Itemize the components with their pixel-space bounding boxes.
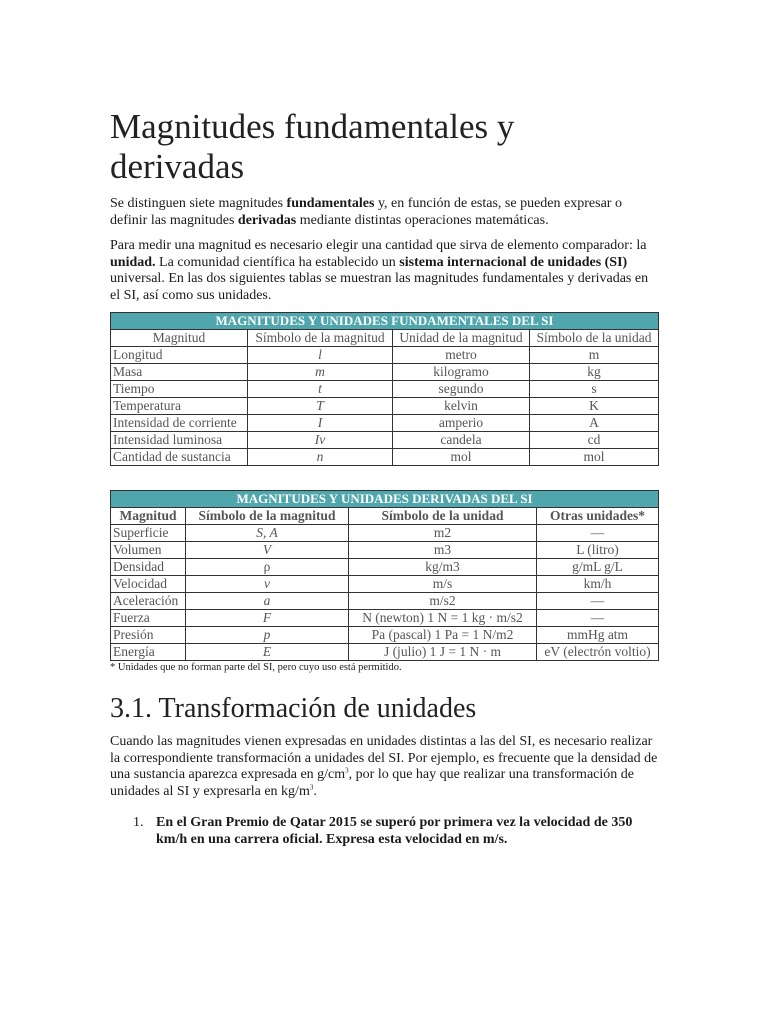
table-cell: t	[248, 381, 393, 398]
column-header: Símbolo de la magnitud	[248, 330, 393, 347]
derived-units-table	[110, 490, 659, 661]
table-cell: A	[530, 415, 659, 432]
table-row	[111, 347, 659, 364]
table-cell: candela	[393, 432, 530, 449]
column-header: Otras unidades*	[537, 508, 659, 525]
text-run: y, en función de estas, se pueden expresar o definir las magnitudes	[110, 196, 622, 228]
table-cell: s	[530, 381, 659, 398]
table-cell: Presión	[111, 627, 186, 644]
table-cell: K	[530, 398, 659, 415]
table-cell: amperio	[393, 415, 530, 432]
exercise-list	[110, 815, 660, 848]
table-cell: ρ	[186, 559, 349, 576]
list-item	[110, 815, 660, 848]
table-row	[111, 432, 659, 449]
table-cell: l	[248, 347, 393, 364]
column-header: Símbolo de la magnitud	[186, 508, 349, 525]
table-row	[111, 576, 659, 593]
bold-term: unidad.	[110, 254, 156, 270]
table-cell: g/mL g/L	[537, 559, 659, 576]
text-run: Para medir una magnitud es necesario elegir una cantidad que sirva de elemento comparador: la	[110, 238, 647, 253]
table-cell: V	[186, 542, 349, 559]
table-header: MAGNITUDES Y UNIDADES DERIVADAS DEL SI	[111, 491, 659, 508]
column-header: Símbolo de la unidad	[530, 330, 659, 347]
bold-term: fundamentales	[286, 196, 375, 211]
table-cell: kg	[530, 364, 659, 381]
table-cell: m2	[349, 525, 537, 542]
table-header: MAGNITUDES Y UNIDADES FUNDAMENTALES DEL SI	[111, 313, 659, 330]
transformation-paragraph	[110, 734, 660, 800]
table-cell: S, A	[186, 525, 349, 542]
table-cell: eV (electrón voltio)	[537, 644, 659, 661]
bold-term: derivadas	[237, 212, 297, 228]
table-cell: Masa	[111, 364, 248, 381]
section-title: 3.1. Transformación de unidades	[110, 693, 477, 724]
table-cell: E	[186, 644, 349, 661]
table-column-headers	[111, 330, 659, 347]
intro-paragraph	[110, 196, 660, 229]
table-row	[111, 627, 659, 644]
table-cell: J (julio) 1 J = 1 N · m	[349, 644, 537, 661]
superscript: 3	[345, 766, 349, 775]
column-header: Unidad de la magnitud	[393, 330, 530, 347]
table-cell: F	[186, 610, 349, 627]
table-cell: mol	[530, 449, 659, 466]
text-run: mediante distintas operaciones matemáticas.	[296, 212, 549, 228]
table-cell: segundo	[393, 381, 530, 398]
table-row	[111, 415, 659, 432]
table-cell: p	[186, 627, 349, 644]
text-run: Cuando las magnitudes vienen expresadas en unidades distintas a las del SI, es necesario realizar la correspondiente transformación a unidades del SI. Por ejemplo, es frecuente que la densidad de una sustancia aparezca expresada en g/cm	[110, 734, 658, 782]
bold-term: sistema internacional de unidades (SI)	[399, 254, 628, 270]
text-run: universal. En las dos siguientes tablas se muestran las magnitudes fundamentales y derivadas en el SI, así como sus unidades.	[110, 271, 649, 303]
table-cell: Iv	[248, 432, 393, 449]
superscript: 3	[309, 782, 314, 791]
table-cell: —	[537, 525, 659, 542]
table-cell: Cantidad de sustancia	[111, 449, 248, 466]
table-cell: Intensidad luminosa	[111, 432, 248, 449]
table-cell: m	[530, 347, 659, 364]
table-cell: Longitud	[111, 347, 248, 364]
table-cell: L (litro)	[537, 542, 659, 559]
table-cell: m/s2	[349, 593, 537, 610]
table-cell: n	[248, 449, 393, 466]
table-cell: Intensidad de corriente	[111, 415, 248, 432]
column-header: Magnitud	[111, 508, 186, 525]
table-row	[111, 610, 659, 627]
table-row	[111, 542, 659, 559]
table-column-headers	[111, 508, 659, 525]
table-row	[111, 559, 659, 576]
table-footnote: * Unidades que no forman parte del SI, pero cuyo uso está permitido.	[110, 662, 402, 673]
table-cell: Tiempo	[111, 381, 248, 398]
table-cell: Fuerza	[111, 610, 186, 627]
list-number: 1.	[133, 815, 144, 830]
table-cell: m3	[349, 542, 537, 559]
table-cell: metro	[393, 347, 530, 364]
table-cell: kilogramo	[393, 364, 530, 381]
table-row	[111, 449, 659, 466]
table-row	[111, 525, 659, 542]
table-row	[111, 644, 659, 661]
fundamental-units-table	[110, 312, 659, 466]
si-paragraph	[110, 238, 660, 304]
table-cell: cd	[530, 432, 659, 449]
table-cell: N (newton) 1 N = 1 kg · m/s2	[349, 610, 537, 627]
text-run: .	[313, 783, 317, 799]
table-cell: m	[248, 364, 393, 381]
table-cell: Energía	[111, 644, 186, 661]
text-run: Se distinguen siete magnitudes	[110, 196, 287, 211]
table-row	[111, 593, 659, 610]
table-cell: I	[248, 415, 393, 432]
table-cell: Aceleración	[111, 593, 186, 610]
table-cell: v	[186, 576, 349, 593]
page-title: Magnitudes fundamentales y derivadas	[110, 107, 515, 186]
table-cell: Densidad	[111, 559, 186, 576]
column-header: Símbolo de la unidad	[349, 508, 537, 525]
table-cell: Temperatura	[111, 398, 248, 415]
table-cell: kelvin	[393, 398, 530, 415]
table-cell: mmHg atm	[537, 627, 659, 644]
table-cell: km/h	[537, 576, 659, 593]
column-header: Magnitud	[111, 330, 248, 347]
table-cell: mol	[393, 449, 530, 466]
text-run: La comunidad científica ha establecido un	[155, 254, 400, 270]
table-cell: —	[537, 610, 659, 627]
table-cell: T	[248, 398, 393, 415]
table-cell: Pa (pascal) 1 Pa = 1 N/m2	[349, 627, 537, 644]
table-cell: a	[186, 593, 349, 610]
table-cell: Superficie	[111, 525, 186, 542]
table-row	[111, 364, 659, 381]
table-cell: Velocidad	[111, 576, 186, 593]
table-cell: —	[537, 593, 659, 610]
table-row	[111, 381, 659, 398]
table-cell: m/s	[349, 576, 537, 593]
text-run: , por lo que hay que realizar una transformación de unidades al SI y expresarla en kg/m	[110, 767, 634, 799]
table-cell: Volumen	[111, 542, 186, 559]
table-row	[111, 398, 659, 415]
exercise-text: En el Gran Premio de Qatar 2015 se superó por primera vez la velocidad de 350 km/h en una carrera oficial. Expresa esta velocidad en m/s.	[156, 815, 633, 847]
table-cell: kg/m3	[349, 559, 537, 576]
